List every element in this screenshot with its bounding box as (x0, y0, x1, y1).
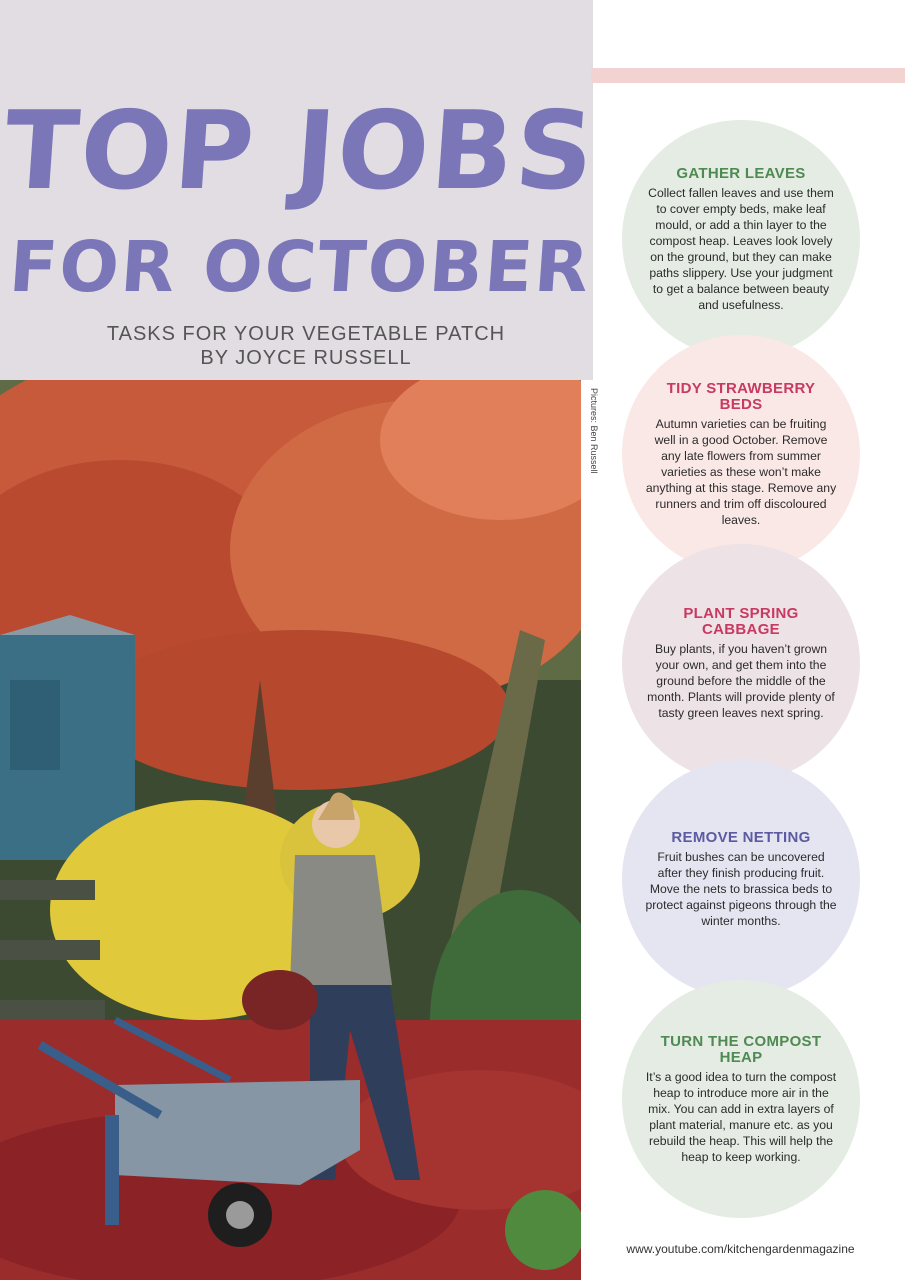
accent-bar (591, 68, 905, 83)
subtitle (0, 322, 612, 370)
task-title: PLANT SPRING CABBAGE (683, 604, 799, 638)
footer-url[interactable]: www.youtube.com/kitchengardenmagazine (626, 1242, 855, 1256)
subtitle-line1: TASKS FOR YOUR VEGETABLE PATCH (106, 323, 506, 345)
task-body: It’s a good idea to turn the compost heap to introduce more air in the mix. You can add in extra layers of plant material, manure etc. as you rebuild the heap. This will help the heap to keep working. (645, 1069, 837, 1164)
task-title: GATHER LEAVES (676, 164, 806, 182)
task-circle-tidy-strawberry-beds (622, 335, 860, 573)
task-circle-remove-netting (622, 760, 860, 998)
photo-credit: Pictures: Ben Russell (589, 388, 599, 474)
task-body: Buy plants, if you haven’t grown your own, and get them into the ground before the middle of the month. Plants will provide plenty of tasty green leaves next spring. (647, 641, 835, 720)
task-title: TURN THE COMPOST HEAP (660, 1032, 822, 1066)
task-body: Autumn varieties can be fruiting well in a good October. Remove any late flowers from summer varieties as these won’t make anything at this stage. Remove any runners and trim off discoloured leaves. (645, 416, 837, 527)
page-title-line2: FOR OCTOBER (6, 226, 594, 308)
task-title: REMOVE NETTING (671, 828, 811, 846)
task-body: Collect fallen leaves and use them to cover empty beds, make leaf mould, or add a thin layer to the compost heap. Leaves look lovely on the ground, but they can make paths slippery. Use your judgment to get a balance between beauty and usefulness. (648, 185, 834, 312)
garden-photo (0, 380, 581, 1280)
page-title: TOP JOBS (0, 89, 600, 214)
subtitle-byline: BY JOYCE RUSSELL (200, 347, 412, 369)
task-title: TIDY STRAWBERRY BEDS (666, 379, 816, 413)
task-circle-plant-spring-cabbage (622, 544, 860, 782)
task-circle-turn-compost-heap (622, 980, 860, 1218)
task-circle-gather-leaves (622, 120, 860, 358)
task-body: Fruit bushes can be uncovered after they finish producing fruit. Move the nets to brassica beds to protect against pigeons through the winter months. (645, 849, 837, 928)
